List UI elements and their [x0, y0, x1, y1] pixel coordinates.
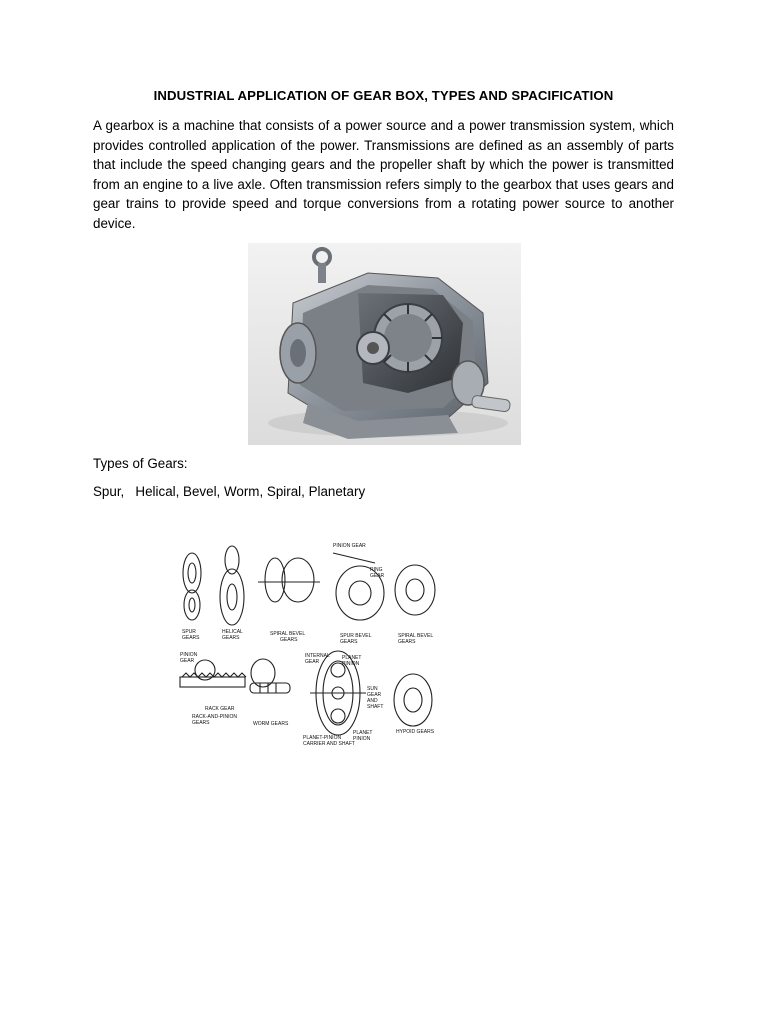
types-heading: Types of Gears:: [93, 456, 188, 471]
svg-text:GEAR: GEAR: [370, 573, 385, 579]
label-pinion-gear-left: PINION: [180, 652, 198, 658]
label-spur: SPUR: [182, 629, 196, 635]
svg-text:CARRIER AND SHAFT: CARRIER AND SHAFT: [303, 741, 355, 747]
label-sun-gear: SUN: [367, 686, 378, 692]
svg-text:GEARS: GEARS: [280, 637, 298, 643]
svg-text:GEARS: GEARS: [192, 720, 210, 726]
svg-text:PINION: PINION: [353, 736, 371, 742]
svg-text:GEARS: GEARS: [340, 639, 358, 645]
svg-text:GEARS: GEARS: [182, 635, 200, 641]
gearbox-photo: [248, 243, 521, 445]
label-internal-gear: INTERNAL: [305, 653, 330, 659]
svg-text:GEAR: GEAR: [305, 659, 320, 665]
document-title: INDUSTRIAL APPLICATION OF GEAR BOX, TYPES AND SPACIFICATION: [153, 88, 614, 103]
types-list: Spur, Helical, Bevel, Worm, Spiral, Planetary: [93, 484, 366, 499]
label-spur-bevel: SPUR BEVEL: [340, 633, 372, 639]
intro-paragraph: A gearbox is a machine that consists of a power source and a power transmission system, which provides controlled application of the power. Transmissions are defined as an assembly of parts that include the speed changing gears and the propeller shaft by which the power is transmitted from an engine to a live axle. Often transmission refers simply to the gearbox that uses gears and gear trains to provide speed and torque conversions from a rotating power source to another device.: [93, 118, 674, 231]
gear-types-diagram: [170, 535, 440, 747]
svg-text:GEAR: GEAR: [180, 658, 195, 664]
label-hypoid: HYPOID GEARS: [396, 729, 435, 735]
label-ring-gear: RING: [370, 567, 383, 573]
label-planet-pinion-bottom: PLANET: [353, 730, 373, 736]
svg-text:AND: AND: [367, 698, 378, 704]
svg-text:SHAFT: SHAFT: [367, 704, 384, 710]
label-rack-gear: RACK GEAR: [205, 706, 235, 712]
label-spiral-bevel-2: SPIRAL BEVEL: [398, 633, 434, 639]
label-spiral-bevel-1: SPIRAL BEVEL: [270, 631, 306, 637]
label-helical: HELICAL: [222, 629, 243, 635]
label-worm: WORM GEARS: [253, 721, 289, 727]
svg-text:GEARS: GEARS: [222, 635, 240, 641]
label-rack-and-pinion: RACK-AND-PINION: [192, 714, 238, 720]
svg-text:PINION: PINION: [342, 661, 360, 667]
label-planet-pinion-top: PLANET: [342, 655, 362, 661]
svg-text:GEAR: GEAR: [367, 692, 382, 698]
label-pinion-gear-top: PINION GEAR: [333, 543, 366, 549]
label-planet-carrier: PLANET-PINION: [303, 735, 342, 741]
svg-text:GEARS: GEARS: [398, 639, 416, 645]
